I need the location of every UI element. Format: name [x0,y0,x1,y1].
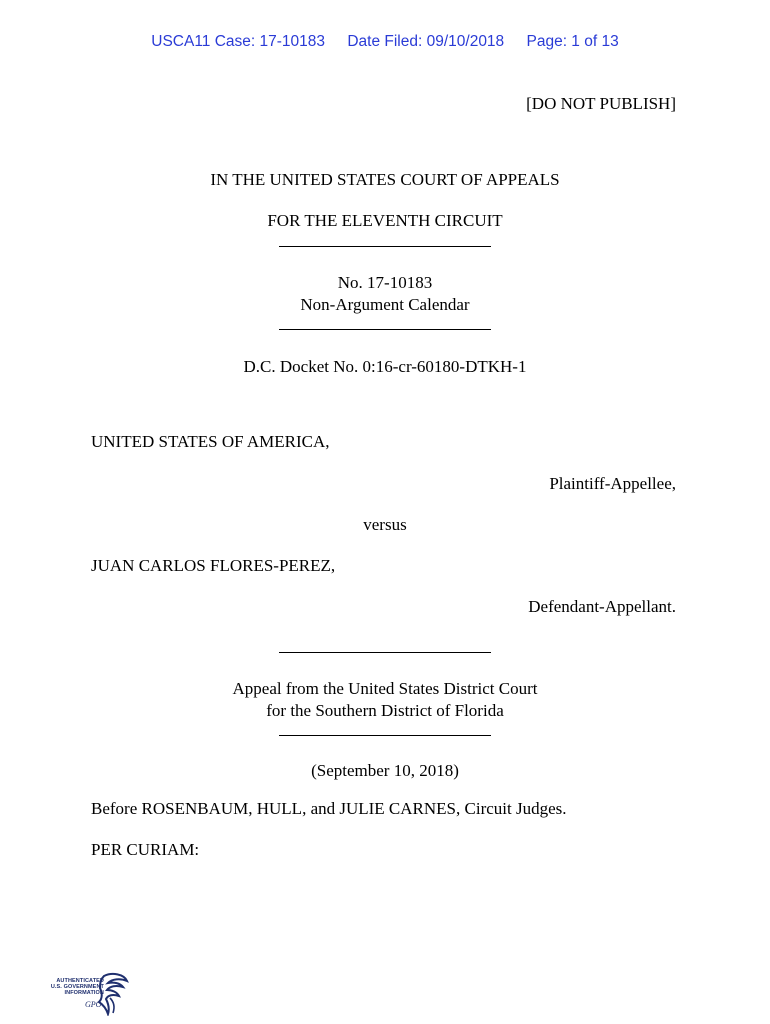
plaintiff-role: Plaintiff-Appellee, [549,474,676,493]
divider [279,735,491,736]
versus-label: versus [363,515,407,534]
circuit-name: FOR THE ELEVENTH CIRCUIT [267,211,503,230]
defendant-role: Defendant-Appellant. [528,597,676,616]
court-name: IN THE UNITED STATES COURT OF APPEALS [210,170,560,189]
date-filed-header: Date Filed: 09/10/2018 [347,33,505,50]
page-number-header: Page: 1 of 13 [526,33,619,50]
case-number: No. 17-10183 [337,273,433,292]
divider [279,652,491,653]
appeal-court: Appeal from the United States District Court [232,679,538,698]
gpo-eagle-icon [96,972,130,1016]
divider [279,246,491,247]
decision-date: (September 10, 2018) [311,761,459,780]
seal-line-2: U.S. GOVERNMENT [50,984,104,990]
publish-status: [DO NOT PUBLISH] [526,94,676,113]
judges-panel: Before ROSENBAUM, HULL, and JULIE CARNES, Circuit Judges. [91,799,567,818]
per-curiam: PER CURIAM: [91,840,200,859]
calendar-type: Non-Argument Calendar [300,295,470,314]
plaintiff-name: UNITED STATES OF AMERICA, [91,432,330,451]
appeal-district: for the Southern District of Florida [266,701,504,720]
filing-header [0,33,770,51]
docket-number: D.C. Docket No. 0:16-cr-60180-DTKH-1 [243,357,527,376]
case-number-header: USCA11 Case: 17-10183 [151,33,326,50]
seal-gpo: GPO [85,1000,102,1009]
defendant-name: JUAN CARLOS FLORES-PEREZ, [91,556,336,575]
divider [279,329,491,330]
seal-line-3: INFORMATION [64,990,104,996]
seal-line-1: AUTHENTICATED [56,978,104,984]
gpo-authentication-seal [44,972,134,1016]
